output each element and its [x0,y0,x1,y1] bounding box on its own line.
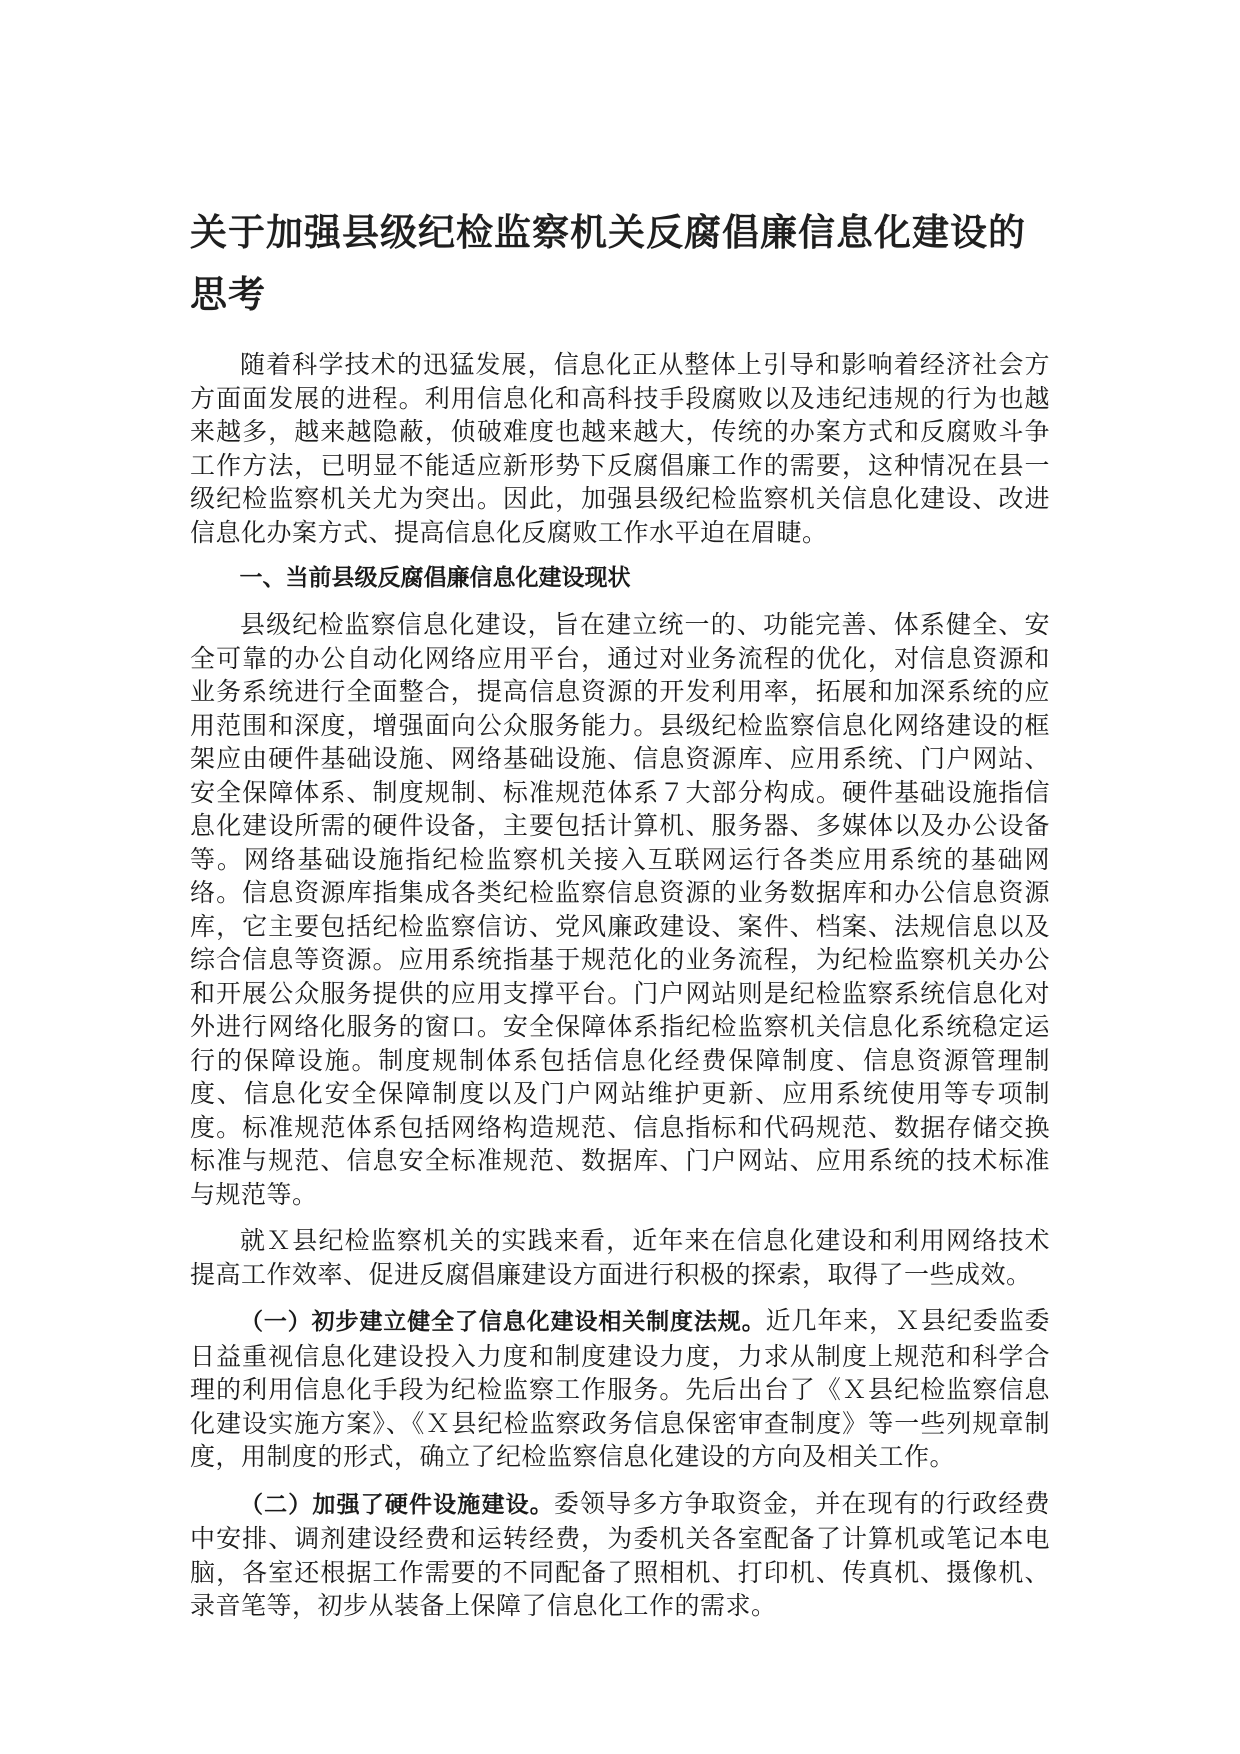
section1-paragraph-1: 县级纪检监察信息化建设，旨在建立统一的、功能完善、体系健全、安全可靠的办公自动化网络应用平台，通过对业务流程的优化，对信息资源和业务系统进行全面整合，提高信息资源的开发利用率，拓展和加深系统的应用范围和深度，增强面向公众服务能力。县级纪检监察信息化网络建设的框架应由硬件基础设施、网络基础设施、信息资源库、应用系统、门户网站、安全保障体系、制度规制、标准规范体系７大部分构成。硬件基础设施指信息化建设所需的硬件设备，主要包括计算机、服务器、多媒体以及办公设备等。网络基础设施指纪检监察机关接入互联网运行各类应用系统的基础网络。信息资源库指集成各类纪检监察信息资源的业务数据库和办公信息资源库，它主要包括纪检监察信访、党风廉政建设、案件、档案、法规信息以及综合信息等资源。应用系统指基于规范化的业务流程，为纪检监察机关办公和开展公众服务提供的应用支撑平台。门户网站则是纪检监察系统信息化对外进行网络化服务的窗口。安全保障体系指纪检监察机关信息化系统稳定运行的保障设施。制度规制体系包括信息化经费保障制度、信息资源管理制度、信息化安全保障制度以及门户网站维护更新、应用系统使用等专项制度。标准规范体系包括网络构造规范、信息指标和代码规范、数据存储交换标准与规范、信息安全标准规范、数据库、门户网站、应用系统的技术标准与规范等。 [190,610,1050,1209]
section-heading-1: 一、当前县级反腐倡廉信息化建设现状 [239,565,631,591]
item-2-lead: （二）加强了硬件设施建设。 [240,1491,554,1518]
intro-paragraph: 随着科学技术的迅猛发展，信息化正从整体上引导和影响着经济社会方方面面发展的进程。利用信息化和高科技手段腐败以及违纪违规的行为也越来越多，越来越隐蔽，侦破难度也越来越大，传统的办案方式和反腐败斗争工作方法，已明显不能适应新形势下反腐倡廉工作的需要，这种情况在县一级纪检监察机关尤为突出。因此，加强县级纪检监察机关信息化建设、改进信息化办案方式、提高信息化反腐败工作水平迫在眉睫。 [190,350,1050,547]
item-1-paragraph [190,1304,1050,1474]
document-title: 关于加强县级纪检监察机关反腐倡廉信息化建设的思考 [190,211,1026,316]
item-1-body: 近几年来，Ｘ县纪委监委日益重视信息化建设投入力度和制度建设力度，力求从制度上规范和科学合理的利用信息化手段为纪检监察工作服务。先后出台了《Ｘ县纪检监察信息化建设实施方案》、《Ｘ县纪检监察政务信息保密审查制度》等一些列规章制度，用制度的形式，确立了纪检监察信息化建设的方向及相关工作。 [190,1306,1050,1471]
document-page [190,202,1050,1636]
section1-paragraph-2: 就Ｘ县纪检监察机关的实践来看，近年来在信息化建设和利用网络技术提高工作效率、促进反腐倡廉建设方面进行积极的探索，取得了一些成效。 [190,1226,1050,1289]
item-2-body: 委领导多方争取资金，并在现有的行政经费中安排、调剂建设经费和运转经费，为委机关各室配备了计算机或笔记本电脑，各室还根据工作需要的不同配备了照相机、打印机、传真机、摄像机、录音笔等，初步从装备上保障了信息化工作的需求。 [190,1488,1050,1620]
item-2-paragraph [190,1487,1050,1623]
item-1-lead: （一）初步建立健全了信息化建设相关制度法规。 [240,1309,766,1335]
